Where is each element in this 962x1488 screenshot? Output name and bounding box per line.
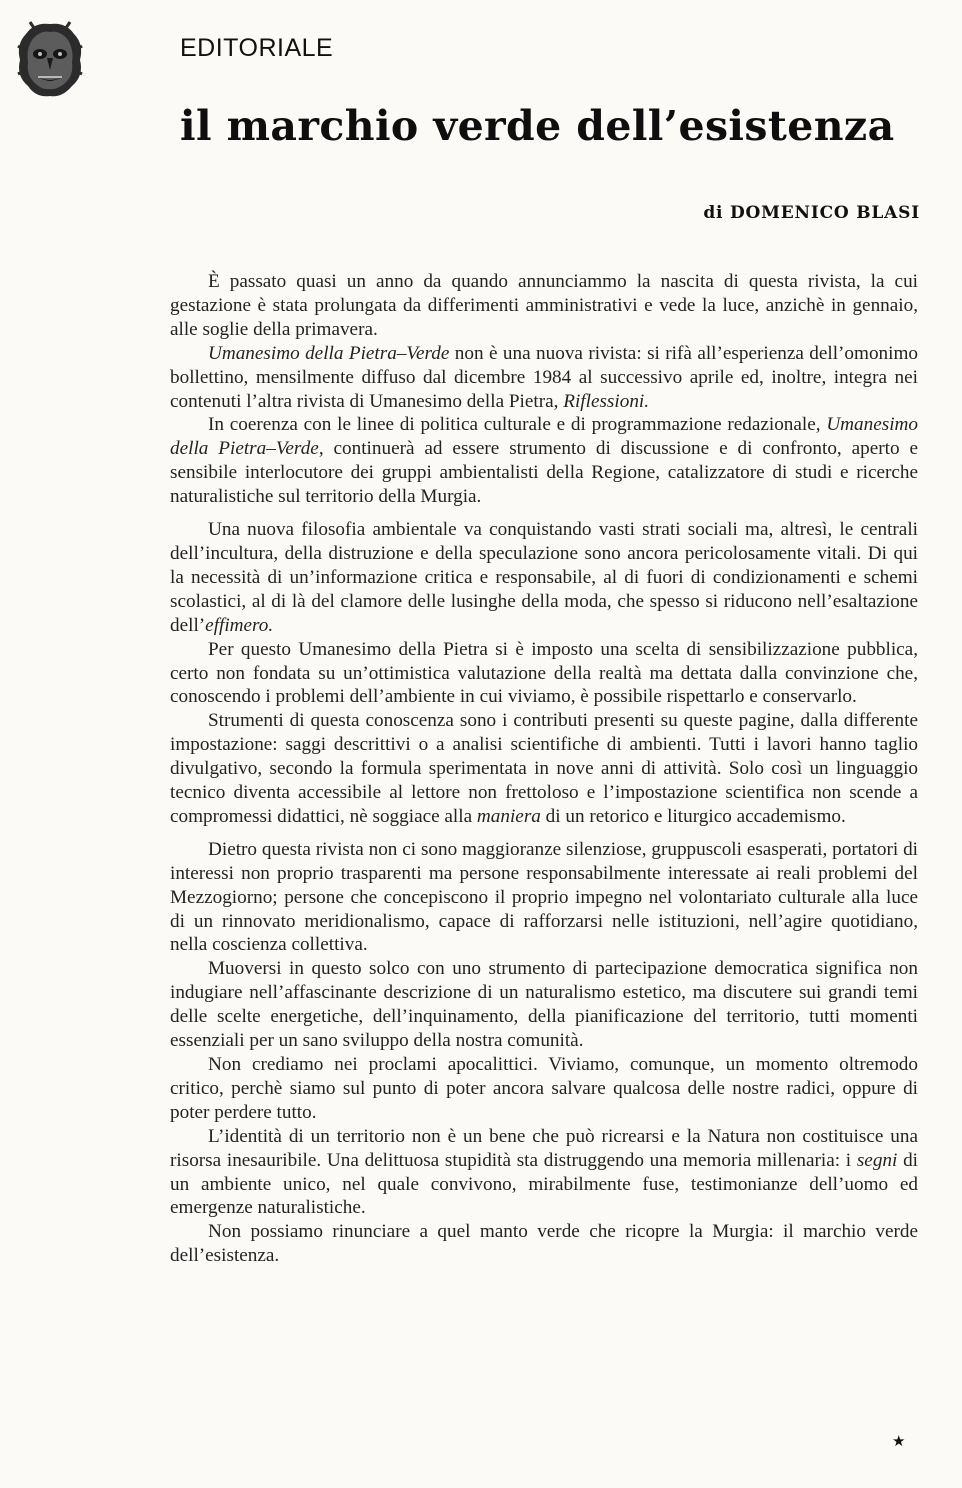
article-paragraph (170, 1220, 918, 1268)
article-paragraph (170, 518, 918, 638)
text-run: È passato quasi un anno da quando annunciammo la nascita di questa rivista, la cui gestazione è stata prolungata da differimenti amministrativi e vede la luce, anzichè in gennaio, alle soglie della primavera. (170, 271, 918, 340)
article-paragraph (170, 413, 918, 509)
text-run: Non possiamo rinunciare a quel manto verde che ricopre la Murgia: il marchio verde dell’esistenza. (170, 1221, 918, 1267)
section-label: EDITORIALE (180, 34, 334, 62)
article-paragraph (170, 1053, 918, 1125)
italic-text: Umanesimo della Pietra–Verde (208, 342, 450, 364)
author-byline: di DOMENICO BLASI (703, 203, 920, 223)
article-paragraph (170, 270, 918, 342)
text-run: Muoversi in questo solco con uno strumento di partecipazione democratica significa non indugiare nell’affascinante descrizione di un naturalismo estetico, ma discutere sui grandi temi delle scelte energetiche, dell’inquinamento, della pianificazione del territorio, tutti momenti essenziali per un sano sviluppo della nostra comunità. (170, 958, 918, 1052)
article-body (170, 270, 918, 1268)
text-run: Una nuova filosofia ambientale va conquistando vasti strati sociali ma, altresì, le centrali dell’incultura, della distruzione e della speculazione sono ancora pericolosamente vitali. Di qui la necessità di un’informazione critica e responsabile, al di fuori di condizionamenti e schemi scolastici, al di là del clamore delle lusinghe della moda, che spesso si riducono nell’esaltazione dell’ (170, 519, 918, 636)
text-run: di un retorico e liturgico accademismo. (540, 805, 846, 827)
text-run: L’identità di un territorio non è un bene che può ricrearsi e la Natura non costituisce una risorsa inesauribile. Una delittuosa stupidità sta distruggendo una memoria millenaria: i (170, 1125, 918, 1171)
article-paragraph (170, 342, 918, 414)
stone-mask-icon (14, 20, 86, 100)
text-run: , continuerà ad essere strumento di discussione e di confronto, aperto e sensibile interlocutore dei gruppi ambientalisti della Regione, catalizzatore di studi e ricerche naturalistiche sul territorio della Murgia. (170, 438, 918, 508)
text-run: Dietro questa rivista non ci sono maggioranze silenziose, gruppuscoli esasperati, portatori di interessi non proprio trasparenti ma persone responsabilmente interessate ai reali problemi del Mezzogiorno; persone che concepiscono il proprio impegno nel volontariato culturale alla luce di un rinnovato meridionalismo, capace di rafforzarsi nelle istituzioni, nell’agire quotidiano, nella coscienza collettiva. (170, 838, 918, 956)
italic-text: Umanesimo della Pietra–Verde (170, 414, 918, 460)
stone-mask-logo (14, 20, 86, 100)
text-run: Per questo Umanesimo della Pietra si è imposto una scelta di sensibilizzazione pubblica, certo non fondata su un’ottimistica valutazione della realtà ma dettata dalla convinzione che, conoscendo i problemi dell’ambiente in cui viviamo, è possibile rispettarlo e conservarlo. (170, 638, 918, 708)
italic-text: Riflessioni. (563, 390, 650, 412)
article-paragraph (170, 957, 918, 1053)
article-paragraph (170, 638, 918, 710)
italic-text: segni (856, 1149, 898, 1171)
italic-text: maniera (476, 805, 541, 827)
article-paragraph (170, 709, 918, 829)
text-run: In coerenza con le linee di politica culturale e di programmazione redazionale, (208, 414, 827, 436)
end-star-icon: ★ (892, 1432, 906, 1450)
article-paragraph (170, 1125, 918, 1221)
article-paragraph (170, 838, 918, 958)
text-run: di un ambiente unico, nel quale convivono, mirabilmente fuse, testimonianze dell’uomo ed emergenze naturalistiche. (170, 1149, 918, 1219)
text-run: Non crediamo nei proclami apocalittici. Viviamo, comunque, un momento oltremodo critico, perchè siamo sul punto di poter ancora salvare qualcosa delle nostre radici, oppure di poter perdere tutto. (170, 1054, 918, 1123)
text-run: non è una nuova rivista: si rifà all’esperienza dell’omonimo bollettino, mensilmente diffuso dal dicembre 1984 al successivo aprile ed, inoltre, integra nei contenuti l’altra rivista di Umanesimo della Pietra, (170, 342, 918, 412)
italic-text: effimero. (205, 614, 274, 636)
article-title: il marchio verde dell’esistenza (180, 102, 895, 150)
text-run: Strumenti di questa conoscenza sono i contributi presenti su queste pagine, dalla differente impostazione: saggi descrittivi o a analisi scientifiche di ambienti. Tutti i lavori hanno taglio divulgativo, secondo la formula sperimentata in nove anni di attività. Solo così un linguaggio tecnico diventa accessibile al lettore non frettoloso e l’impostazione scientifica non scende a compromessi didattici, nè soggiace alla (170, 710, 918, 827)
